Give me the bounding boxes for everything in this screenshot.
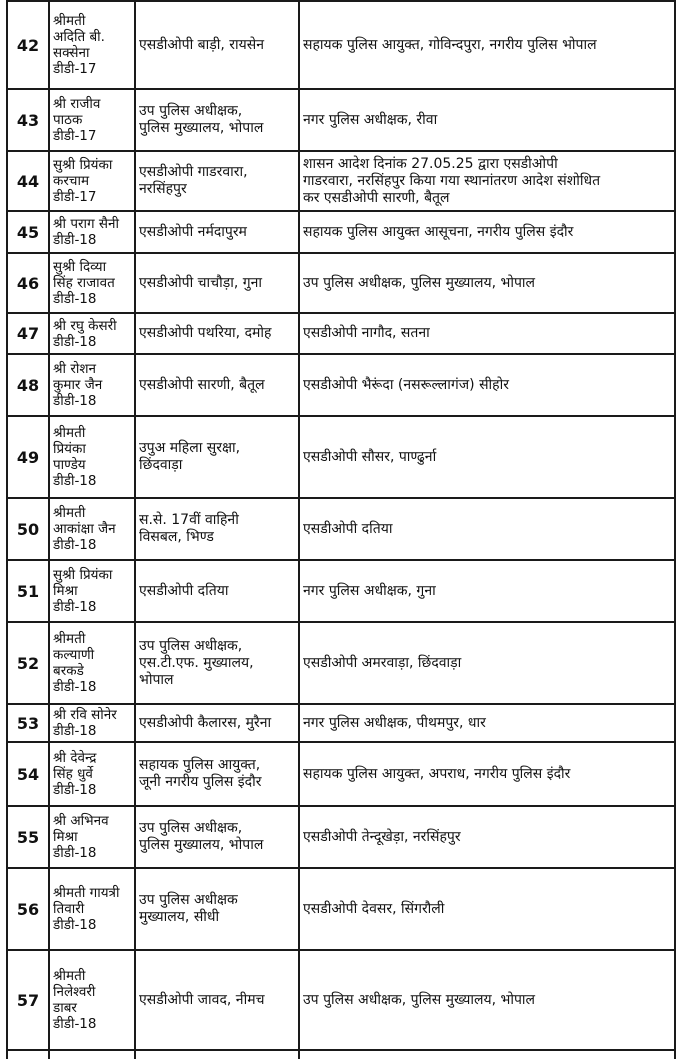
- table-row: [7, 1, 675, 89]
- officer-name: सुश्री प्रियंका मिश्रा डीडी-18: [49, 560, 135, 622]
- table-row: [7, 89, 675, 151]
- empty-cell: [135, 1050, 299, 1059]
- serial-number: 42: [7, 1, 49, 89]
- empty-cell: [49, 1050, 135, 1059]
- current-posting: उप पुलिस अधीक्षक, एस.टी.एफ. मुख्यालय, भोपाल: [135, 622, 299, 704]
- new-posting: एसडीओपी दतिया: [299, 498, 675, 560]
- new-posting: सहायक पुलिस आयुक्त, अपराध, नगरीय पुलिस इंदौर: [299, 742, 675, 806]
- current-posting: एसडीओपी दतिया: [135, 560, 299, 622]
- officer-name: श्रीमती कल्याणी बरकडे डीडी-18: [49, 622, 135, 704]
- serial-number: 43: [7, 89, 49, 151]
- officer-name: श्री रवि सोनेर डीडी-18: [49, 704, 135, 742]
- officer-name: श्री राजीव पाठक डीडी-17: [49, 89, 135, 151]
- table-row-partial: [7, 1050, 675, 1059]
- new-posting: नगर पुलिस अधीक्षक, गुना: [299, 560, 675, 622]
- current-posting: सहायक पुलिस आयुक्त, जूनी नगरीय पुलिस इंदौर: [135, 742, 299, 806]
- new-posting: एसडीओपी नागौद, सतना: [299, 313, 675, 354]
- new-posting: नगर पुलिस अधीक्षक, रीवा: [299, 89, 675, 151]
- officer-name: श्री रोशन कुमार जैन डीडी-18: [49, 354, 135, 416]
- current-posting: एसडीओपी सारणी, बैतूल: [135, 354, 299, 416]
- serial-number: 52: [7, 622, 49, 704]
- table-row: [7, 950, 675, 1050]
- table-row: [7, 354, 675, 416]
- serial-number: 53: [7, 704, 49, 742]
- table-row: [7, 253, 675, 313]
- table-row: [7, 560, 675, 622]
- serial-number: 49: [7, 416, 49, 498]
- serial-number: 50: [7, 498, 49, 560]
- officer-name: श्री देवेन्द्र सिंह धुर्वे डीडी-18: [49, 742, 135, 806]
- current-posting: एसडीओपी पथरिया, दमोह: [135, 313, 299, 354]
- current-posting: उप पुलिस अधीक्षक, पुलिस मुख्यालय, भोपाल: [135, 89, 299, 151]
- transfer-table: [6, 0, 676, 1059]
- table-row: [7, 211, 675, 253]
- new-posting: एसडीओपी देवसर, सिंगरौली: [299, 868, 675, 950]
- officer-name: श्रीमती निलेश्वरी डाबर डीडी-18: [49, 950, 135, 1050]
- table-row: [7, 806, 675, 868]
- new-posting: उप पुलिस अधीक्षक, पुलिस मुख्यालय, भोपाल: [299, 950, 675, 1050]
- serial-number: 51: [7, 560, 49, 622]
- serial-number: 54: [7, 742, 49, 806]
- empty-cell: [7, 1050, 49, 1059]
- serial-number: 45: [7, 211, 49, 253]
- new-posting: एसडीओपी भैरूंदा (नसरूल्लागंज) सीहोर: [299, 354, 675, 416]
- current-posting: एसडीओपी नर्मदापुरम: [135, 211, 299, 253]
- new-posting: नगर पुलिस अधीक्षक, पीथमपुर, धार: [299, 704, 675, 742]
- table-row: [7, 416, 675, 498]
- serial-number: 44: [7, 151, 49, 211]
- table-row: [7, 498, 675, 560]
- officer-name: श्री पराग सैनी डीडी-18: [49, 211, 135, 253]
- officer-name: श्रीमती प्रियंका पाण्डेय डीडी-18: [49, 416, 135, 498]
- table-row: [7, 622, 675, 704]
- current-posting: एसडीओपी गाडरवारा, नरसिंहपुर: [135, 151, 299, 211]
- current-posting: एसडीओपी कैलारस, मुरैना: [135, 704, 299, 742]
- empty-cell: [299, 1050, 675, 1059]
- serial-number: 47: [7, 313, 49, 354]
- officer-name: श्रीमती गायत्री तिवारी डीडी-18: [49, 868, 135, 950]
- table-row: [7, 151, 675, 211]
- new-posting: सहायक पुलिस आयुक्त, गोविन्दपुरा, नगरीय पुलिस भोपाल: [299, 1, 675, 89]
- officer-name: सुश्री प्रियंका करचाम डीडी-17: [49, 151, 135, 211]
- officer-name: श्री रघु केसरी डीडी-18: [49, 313, 135, 354]
- table-row: [7, 704, 675, 742]
- serial-number: 55: [7, 806, 49, 868]
- current-posting: एसडीओपी बाड़ी, रायसेन: [135, 1, 299, 89]
- current-posting: एसडीओपी चाचौड़ा, गुना: [135, 253, 299, 313]
- table-row: [7, 313, 675, 354]
- officer-name: श्रीमती अदिति बी. सक्सेना डीडी-17: [49, 1, 135, 89]
- current-posting: उप पुलिस अधीक्षक मुख्यालय, सीधी: [135, 868, 299, 950]
- new-posting: शासन आदेश दिनांक 27.05.25 द्वारा एसडीओपी गाडरवारा, नरसिंहपुर किया गया स्थानांतरण आदेश संशोधित कर एसडीओपी सारणी, बैतूल: [299, 151, 675, 211]
- table-row: [7, 742, 675, 806]
- current-posting: उप पुलिस अधीक्षक, पुलिस मुख्यालय, भोपाल: [135, 806, 299, 868]
- officer-name: श्रीमती आकांक्षा जैन डीडी-18: [49, 498, 135, 560]
- current-posting: एसडीओपी जावद, नीमच: [135, 950, 299, 1050]
- officer-name: श्री अभिनव मिश्रा डीडी-18: [49, 806, 135, 868]
- serial-number: 56: [7, 868, 49, 950]
- serial-number: 48: [7, 354, 49, 416]
- current-posting: उपुअ महिला सुरक्षा, छिंदवाड़ा: [135, 416, 299, 498]
- new-posting: उप पुलिस अधीक्षक, पुलिस मुख्यालय, भोपाल: [299, 253, 675, 313]
- new-posting: एसडीओपी अमरवाड़ा, छिंदवाड़ा: [299, 622, 675, 704]
- current-posting: स.से. 17वीं वाहिनी विसबल, भिण्ड: [135, 498, 299, 560]
- serial-number: 57: [7, 950, 49, 1050]
- officer-name: सुश्री दिव्या सिंह राजावत डीडी-18: [49, 253, 135, 313]
- new-posting: सहायक पुलिस आयुक्त आसूचना, नगरीय पुलिस इंदौर: [299, 211, 675, 253]
- new-posting: एसडीओपी सौसर, पाण्ढुर्ना: [299, 416, 675, 498]
- transfer-list-sheet: [6, 0, 674, 1059]
- serial-number: 46: [7, 253, 49, 313]
- table-row: [7, 868, 675, 950]
- new-posting: एसडीओपी तेन्दूखेड़ा, नरसिंहपुर: [299, 806, 675, 868]
